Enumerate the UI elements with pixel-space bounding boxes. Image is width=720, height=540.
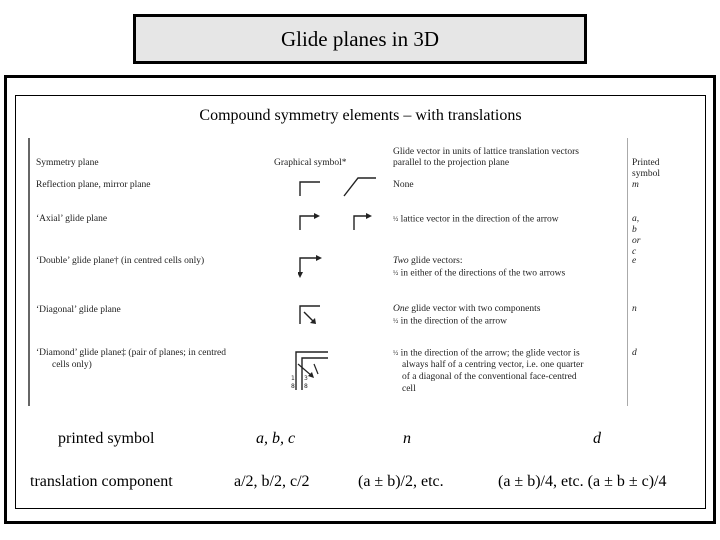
summary-printed-diamond: d <box>593 430 601 447</box>
symbol-label-3: 3 <box>304 375 308 382</box>
title-box <box>133 14 587 64</box>
row-3-glide: Two glide vectors: <box>393 256 463 266</box>
row-4-glide: One glide vector with two components <box>393 304 541 314</box>
row-5-glide: ½ in the direction of the arrow; the glide vector is <box>393 348 580 359</box>
summary-translation-diagonal: (a ± b)/2, etc. <box>358 473 444 490</box>
header-plane: Symmetry plane <box>36 158 99 168</box>
row-4-glide-2: ½ in the direction of the arrow <box>393 316 507 327</box>
row-3-plane: ‘Double’ glide plane† (in centred cells only) <box>36 256 205 266</box>
summary-translation-diamond: (a ± b)/4, etc. (a ± b ± c)/4 <box>498 473 667 490</box>
symbol-label-4: 8 <box>304 383 308 390</box>
mirror-plane-symbol <box>298 174 378 198</box>
row-5-printed: d <box>632 348 637 358</box>
diamond-glide-symbol <box>288 342 338 392</box>
row-1-plane: Reflection plane, mirror plane <box>36 180 151 190</box>
row-4-plane: ‘Diagonal’ glide plane <box>36 305 121 315</box>
header-printed: Printed symbol <box>632 158 660 179</box>
row-5-glide-4: cell <box>402 384 416 394</box>
row-5-plane-2: cells only) <box>52 360 92 370</box>
slide-frame <box>4 75 716 524</box>
symbol-label-2: 8 <box>291 383 295 390</box>
row-1-glide: None <box>393 180 414 190</box>
double-glide-symbol <box>298 250 338 280</box>
header-glide-1: Glide vector in units of lattice translation vectors <box>393 147 579 157</box>
subtitle: Compound symmetry elements – with translations <box>199 107 522 124</box>
symbol-label-1: 1 <box>291 375 295 382</box>
row-3-printed: e <box>632 256 637 266</box>
row-1-printed: m <box>632 180 639 190</box>
row-3-glide-2: ½ in either of the directions of the two arrows <box>393 268 566 279</box>
row-5-plane: ‘Diamond’ glide plane‡ (pair of planes; in centred <box>36 348 227 358</box>
header-graphic: Graphical symbol* <box>274 158 347 168</box>
row-5-glide-2: always half of a centring vector, i.e. one quarter <box>402 360 584 370</box>
content-frame <box>15 95 706 509</box>
row-2-plane: ‘Axial’ glide plane <box>36 214 108 224</box>
diagonal-glide-symbol <box>298 298 338 328</box>
summary-label-printed: printed symbol <box>58 430 155 447</box>
symmetry-table <box>28 138 660 406</box>
summary-printed-axial: a, b, c <box>256 430 296 447</box>
summary-label-translation: translation component <box>30 473 173 490</box>
row-2-glide: ½ lattice vector in the direction of the arrow <box>393 214 559 225</box>
header-glide-2: parallel to the projection plane <box>393 158 510 168</box>
summary-translation-axial: a/2, b/2, c/2 <box>234 473 310 490</box>
row-4-printed: n <box>632 304 637 314</box>
row-2-printed: a, b or c <box>632 214 641 257</box>
axial-glide-symbol <box>298 208 378 232</box>
page-title: Glide planes in 3D <box>280 26 440 51</box>
row-5-glide-3: of a diagonal of the conventional face-centred <box>402 372 577 382</box>
summary-printed-diagonal: n <box>403 430 411 447</box>
